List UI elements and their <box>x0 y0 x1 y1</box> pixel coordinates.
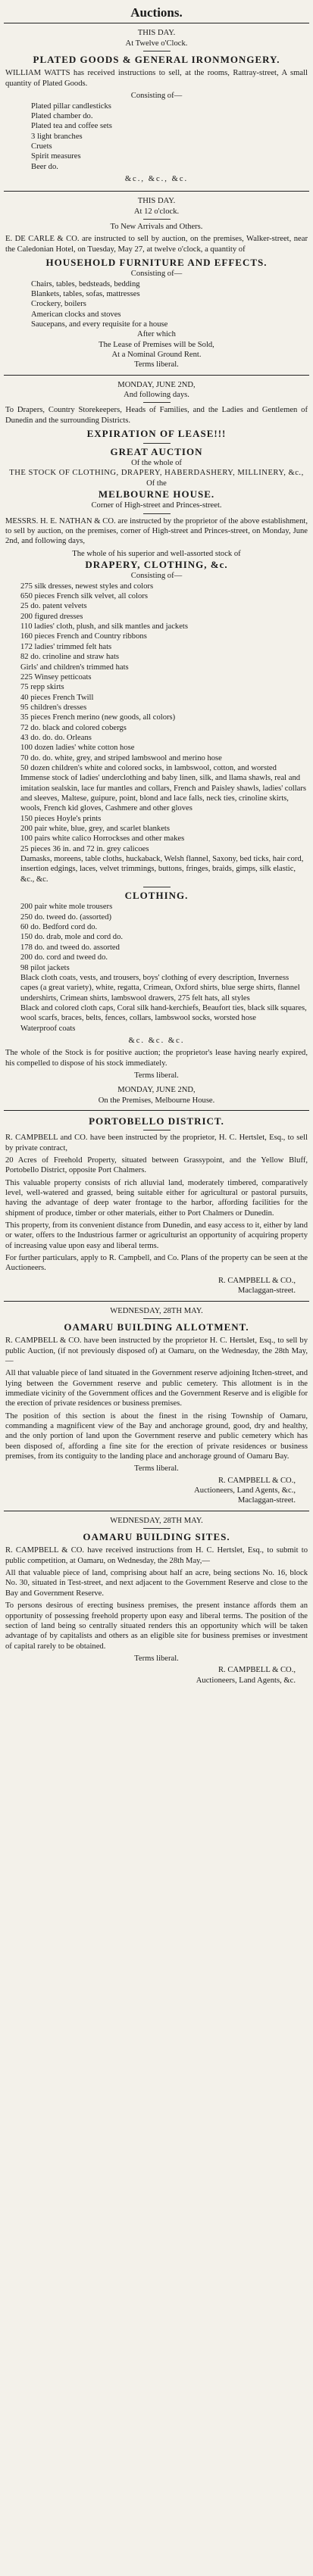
ad-lease: The Lease of Premises will be Sold, <box>99 340 214 349</box>
list-item: Waterproof coats <box>20 1024 76 1033</box>
list-item: Plated chamber do. <box>31 111 93 120</box>
list-item: 72 do. black and colored cobergs <box>20 723 127 732</box>
list-item: 70 do. do. white, grey, and striped lambswool and merino hose <box>20 753 222 763</box>
list-item: 25 do. patent velvets <box>20 602 87 611</box>
ad-title: PLATED GOODS & GENERAL IRONMONGERY. <box>33 54 280 66</box>
ad-etc: &c. &c. &c. <box>128 1036 185 1045</box>
list-item: 225 Winsey petticoats <box>20 672 92 681</box>
ad-body3: The position of this section is about the finest in the rising Township of Oamaru, commanding a magnificent view of the Bay and anchorage ground, good, dry and healthy, and the only portion of land upon the Government reserve and public cemetery which has been disposed of, affording a fine site for the erection of private residences or business premises, from its contiguity to the landing place and anchorage ground of Oamaru Bay. <box>5 1411 308 1461</box>
ad-time: At Twelve o'Clock. <box>125 39 188 48</box>
ad-signature: R. CAMPBELL & CO., <box>218 1476 296 1485</box>
ad-consisting: Consisting of— <box>130 92 183 101</box>
list-item: 50 dozen children's white and colored socks, in lambswool, cotton, and worsted <box>20 763 277 772</box>
list-item: 250 do. tweed do. (assorted) <box>20 912 112 922</box>
ad-signature-title: Auctioneers, Land Agents, &c., <box>194 1486 296 1495</box>
ad-body: MESSRS. H. E. NATHAN & CO. are instructed by the proprietor of the above establishment, to sell by auction, on the premises, corner of High-street and Princes-street, on Monday, June 2nd, and following days, <box>5 516 308 546</box>
ad-body2: All that valuable piece of land, comprising about half an acre, being sections No. 16, block No. 30, situated in Test-street, and next adjacent to the Government Reserve and close to the Bay and Government Reserve. <box>5 1569 308 1598</box>
list-item: Black and colored cloth caps, Coral silk hand-kerchiefs, Beaufort ties, black silk squares, wool scarfs, braces, belts, fences, collars, lambswool socks, worsted hose <box>20 1003 307 1023</box>
ad-body: R. CAMPBELL & CO. have been instructed by the proprietor H. C. Hertslet, Esq., to sell by public Auction, (if not previously disposed of) at Oamaru, on the Wednesday, the 28th May,— <box>5 1336 308 1365</box>
list-item: 98 pilot jackets <box>20 963 70 972</box>
list-item: 25 pieces 36 in. and 72 in. grey calicoes <box>20 844 149 853</box>
ad-closing: The whole of the Stock is for positive auction; the proprietor's lease having nearly expired, his compelled to dispose of his stock immediately. <box>5 1049 308 1068</box>
ad-title-drapery: DRAPERY, CLOTHING, &c. <box>85 559 228 571</box>
ad-oamaru-allotment <box>4 1302 309 1511</box>
ad-day: THIS DAY. <box>137 197 176 206</box>
ad-of-the: Of the <box>146 479 167 488</box>
list-item: 82 do. crinoline and straw hats <box>20 653 120 662</box>
ad-body4: This property, from its convenient distance from Dunedin, and easy access to it, either by land or water, offers to the Industrious farmer or agriculturist an opportunity of acquiring property of increasing value upon easy and liberal terms. <box>5 1221 308 1250</box>
list-item: Black cloth coats, vests, and trousers, boys' clothing of every description, Inverness capes (a great variety), white, regatta, Crimean, Oxford shirts, blue serge shirts, flannel undershirts, Crimean shirts, lambswool drawers, 275 felt hats, all styles <box>20 973 300 1003</box>
ad-sub: To New Arrivals and Others. <box>110 222 203 231</box>
column-heading: Auctions. <box>4 3 309 23</box>
list-item: Saucepans, and every requisite for a house <box>31 320 168 329</box>
ad-corner: Corner of High-street and Princes-street. <box>91 501 222 510</box>
ad-title: HOUSEHOLD FURNITURE AND EFFECTS. <box>45 256 268 268</box>
list-item: 75 repp skirts <box>20 683 64 692</box>
list-item: Spirit measures <box>31 152 81 161</box>
ad-day: MONDAY, JUNE 2ND, <box>117 1086 196 1095</box>
ad-etc: &c., &c., &c. <box>124 174 189 183</box>
ad-body3: This valuable property consists of rich alluvial land, moderately timbered, comparatively level, well-watered and grassed, being suitable either for agricultural or pastoral pursuits, having the advantage of deep water frontage to the harbor, affording facilities for the shipment of produce, timber or other materials, either to Port Chalmers or Dunedin. <box>5 1178 308 1218</box>
ad-day-sub: And following days. <box>124 391 189 400</box>
list-item: Immense stock of ladies' underclothing and baby linen, silk, and llama shawls, real and imitation sealskin, lace fur mantles and collars, French and Paisley shawls, ladies' collars and sleeves, Maltese, guipure, point, blond and lace falls, neck ties, crinoline skirts, wools, French kid gloves, Cashmere and other gloves <box>20 774 307 813</box>
list-item: 200 pair white, blue, grey, and scarlet blankets <box>20 825 170 833</box>
ad-day: WEDNESDAY, 28TH MAY. <box>110 1306 203 1315</box>
list-item: 275 silk dresses, newest styles and colors <box>20 582 154 591</box>
ad-body: E. DE CARLE & CO. are instructed to sell by auction, on the premises, Walker-street, near the Caledonian Hotel, on Tuesday, May 27, at twelve o'clock, a quantity of <box>5 235 308 254</box>
ad-time: At 12 o'clock. <box>133 207 180 216</box>
drapery-list <box>5 582 308 884</box>
ad-title: OAMARU BUILDING ALLOTMENT. <box>64 1321 249 1333</box>
list-item: American clocks and stoves <box>31 310 121 319</box>
ad-melbourne-house <box>4 376 309 1111</box>
ad-intro: To Drapers, Country Storekeepers, Heads of Families, and the Ladies and Gentlemen of Dunedin and the surrounding Districts. <box>5 406 308 425</box>
list-item: 35 pieces French merino (new goods, all colors) <box>20 713 176 722</box>
list-item: 650 pieces French silk velvet, all colors <box>20 592 148 601</box>
list-item: 95 children's dresses <box>20 703 87 712</box>
ad-signature-title: Auctioneers, Land Agents, &c. <box>196 1676 296 1685</box>
list-item: 100 pairs white calico Horrockses and other makes <box>20 834 185 844</box>
list-item: 110 ladies' cloth, plush, and silk mantles and jackets <box>20 622 188 632</box>
list-item: 100 dozen ladies' white cotton hose <box>20 744 135 753</box>
list-item: Beer do. <box>31 162 58 171</box>
ad-body3: To persons desirous of erecting business premises, the present instance affords them an opportunity of possessing freehold property upon easy and liberal terms. The position of the section of land being so centrally situated renders this an opportunity which will be taken advantage of by capitalists and others as an eligible site for business premises or investment of capital rarely to be obtained. <box>5 1601 308 1651</box>
ad-street: Maclaggan-street. <box>237 1286 296 1296</box>
list-item: Blankets, tables, sofas, mattresses <box>31 290 140 299</box>
auction-column <box>4 0 309 1690</box>
ad-day: WEDNESDAY, 28TH MAY. <box>110 1516 203 1525</box>
ad-portobello <box>4 1111 309 1302</box>
list-item: 3 light branches <box>31 132 83 141</box>
list-item: Plated pillar candlesticks <box>31 101 111 111</box>
ad-terms: Terms liberal. <box>134 1071 179 1080</box>
ad-title-clothing: CLOTHING. <box>124 890 189 902</box>
ad-signature: R. CAMPBELL & CO., <box>218 1666 296 1675</box>
list-item: Girls' and children's trimmed hats <box>20 663 129 672</box>
ad-great-auction: GREAT AUCTION <box>110 445 203 457</box>
ad-day: THIS DAY. <box>137 29 176 38</box>
list-item: 160 pieces French and Country ribbons <box>20 632 147 641</box>
ad-oamaru-sites <box>4 1511 309 1690</box>
ad-lease: At a Nominal Ground Rent. <box>111 351 202 360</box>
ad-after: After which <box>137 330 176 339</box>
ad-title: OAMARU BUILDING SITES. <box>83 1531 230 1543</box>
ad-day: MONDAY, JUNE 2ND, <box>117 380 196 389</box>
list-item: 150 do. drab, mole and cord do. <box>20 933 124 942</box>
ad-body2: 20 Acres of Freehold Property, situated between Grassypoint, and the Yellow Bluff, Portobello District, opposite Port Chalmers. <box>5 1156 308 1175</box>
list-item: 43 do. do. do. Orleans <box>20 733 92 742</box>
ad-consisting: Consisting of— <box>130 270 183 279</box>
list-item: Crockery, boilers <box>31 300 86 309</box>
list-item: Chairs, tables, bedsteads, bedding <box>31 279 140 288</box>
ad-plated-goods <box>4 23 309 192</box>
list-item: 172 ladies' trimmed felt hats <box>20 642 112 651</box>
ad-terms: Terms liberal. <box>134 1654 179 1663</box>
list-item: Plated tea and coffee sets <box>31 122 112 131</box>
list-item: 178 do. and tweed do. assorted <box>20 943 120 952</box>
ad-body2: The whole of his superior and well-assorted stock of <box>72 549 241 558</box>
ad-body2: All that valuable piece of land situated in the Government reserve adjoining Itchen-street, and lying between the Government reserve and public cemetery. This allotment is in the immediate vicinity of the Government offices and the Government Reserve and is eligible for the erection of private residences or business premises. <box>5 1369 308 1408</box>
ad-body: R. CAMPBELL and CO. have been instructed by the proprietor, H. C. Hertslet, Esq., to sell by private contract, <box>5 1134 308 1152</box>
ad-signature: R. CAMPBELL & CO., <box>218 1276 296 1285</box>
ad-body: WILLIAM WATTS has received instructions to sell, at the rooms, Rattray-street, A small quantity of Plated Goods. <box>5 69 308 88</box>
ad-title: PORTOBELLO DISTRICT. <box>89 1115 224 1127</box>
list-item: 200 do. cord and tweed do. <box>20 953 108 962</box>
ad-terms: Terms liberal. <box>134 360 179 370</box>
list-item: 200 figured dresses <box>20 612 83 621</box>
ad-household-furniture <box>4 192 309 376</box>
list-item: 40 pieces French Twill <box>20 693 94 702</box>
ad-stock: THE STOCK OF CLOTHING, DRAPERY, HABERDASHERY, MILLINERY, &c., <box>9 469 304 478</box>
ad-expiration: EXPIRATION OF LEASE!!! <box>86 428 227 440</box>
list-item: 200 pair white mole trousers <box>20 903 113 912</box>
ad-terms: Terms liberal. <box>134 1464 179 1474</box>
list-item: Damasks, moreens, table cloths, huckaback, Welsh flannel, Saxony, bed ticks, hair cord, insertion edgings, laces, velvet trimmings, buttons, fringes, braids, gimps, silk elastic, &c., &c. <box>20 855 304 884</box>
ad-consisting: Consisting of— <box>130 572 183 581</box>
list-item: 60 do. Bedford cord do. <box>20 923 98 932</box>
ad-body: R. CAMPBELL & CO. have received instructions from H. C. Hertslet, Esq., to submit to public competition, at Oamaru, on Wednesday, the 28th May,— <box>5 1546 308 1565</box>
ad-whole: Of the whole of <box>131 458 182 467</box>
ad-street: Maclaggan-street. <box>237 1496 296 1505</box>
ad-house: MELBOURNE HOUSE. <box>98 488 215 500</box>
list-item: 150 pieces Hoyle's prints <box>20 814 102 823</box>
clothing-list <box>5 902 308 1033</box>
ad-place: On the Premises, Melbourne House. <box>98 1096 215 1105</box>
ad-body5: For further particulars, apply to R. Campbell, and Co. Plans of the property can be seen at the Auctioneers. <box>5 1254 308 1273</box>
list-item: Cruets <box>31 142 52 151</box>
